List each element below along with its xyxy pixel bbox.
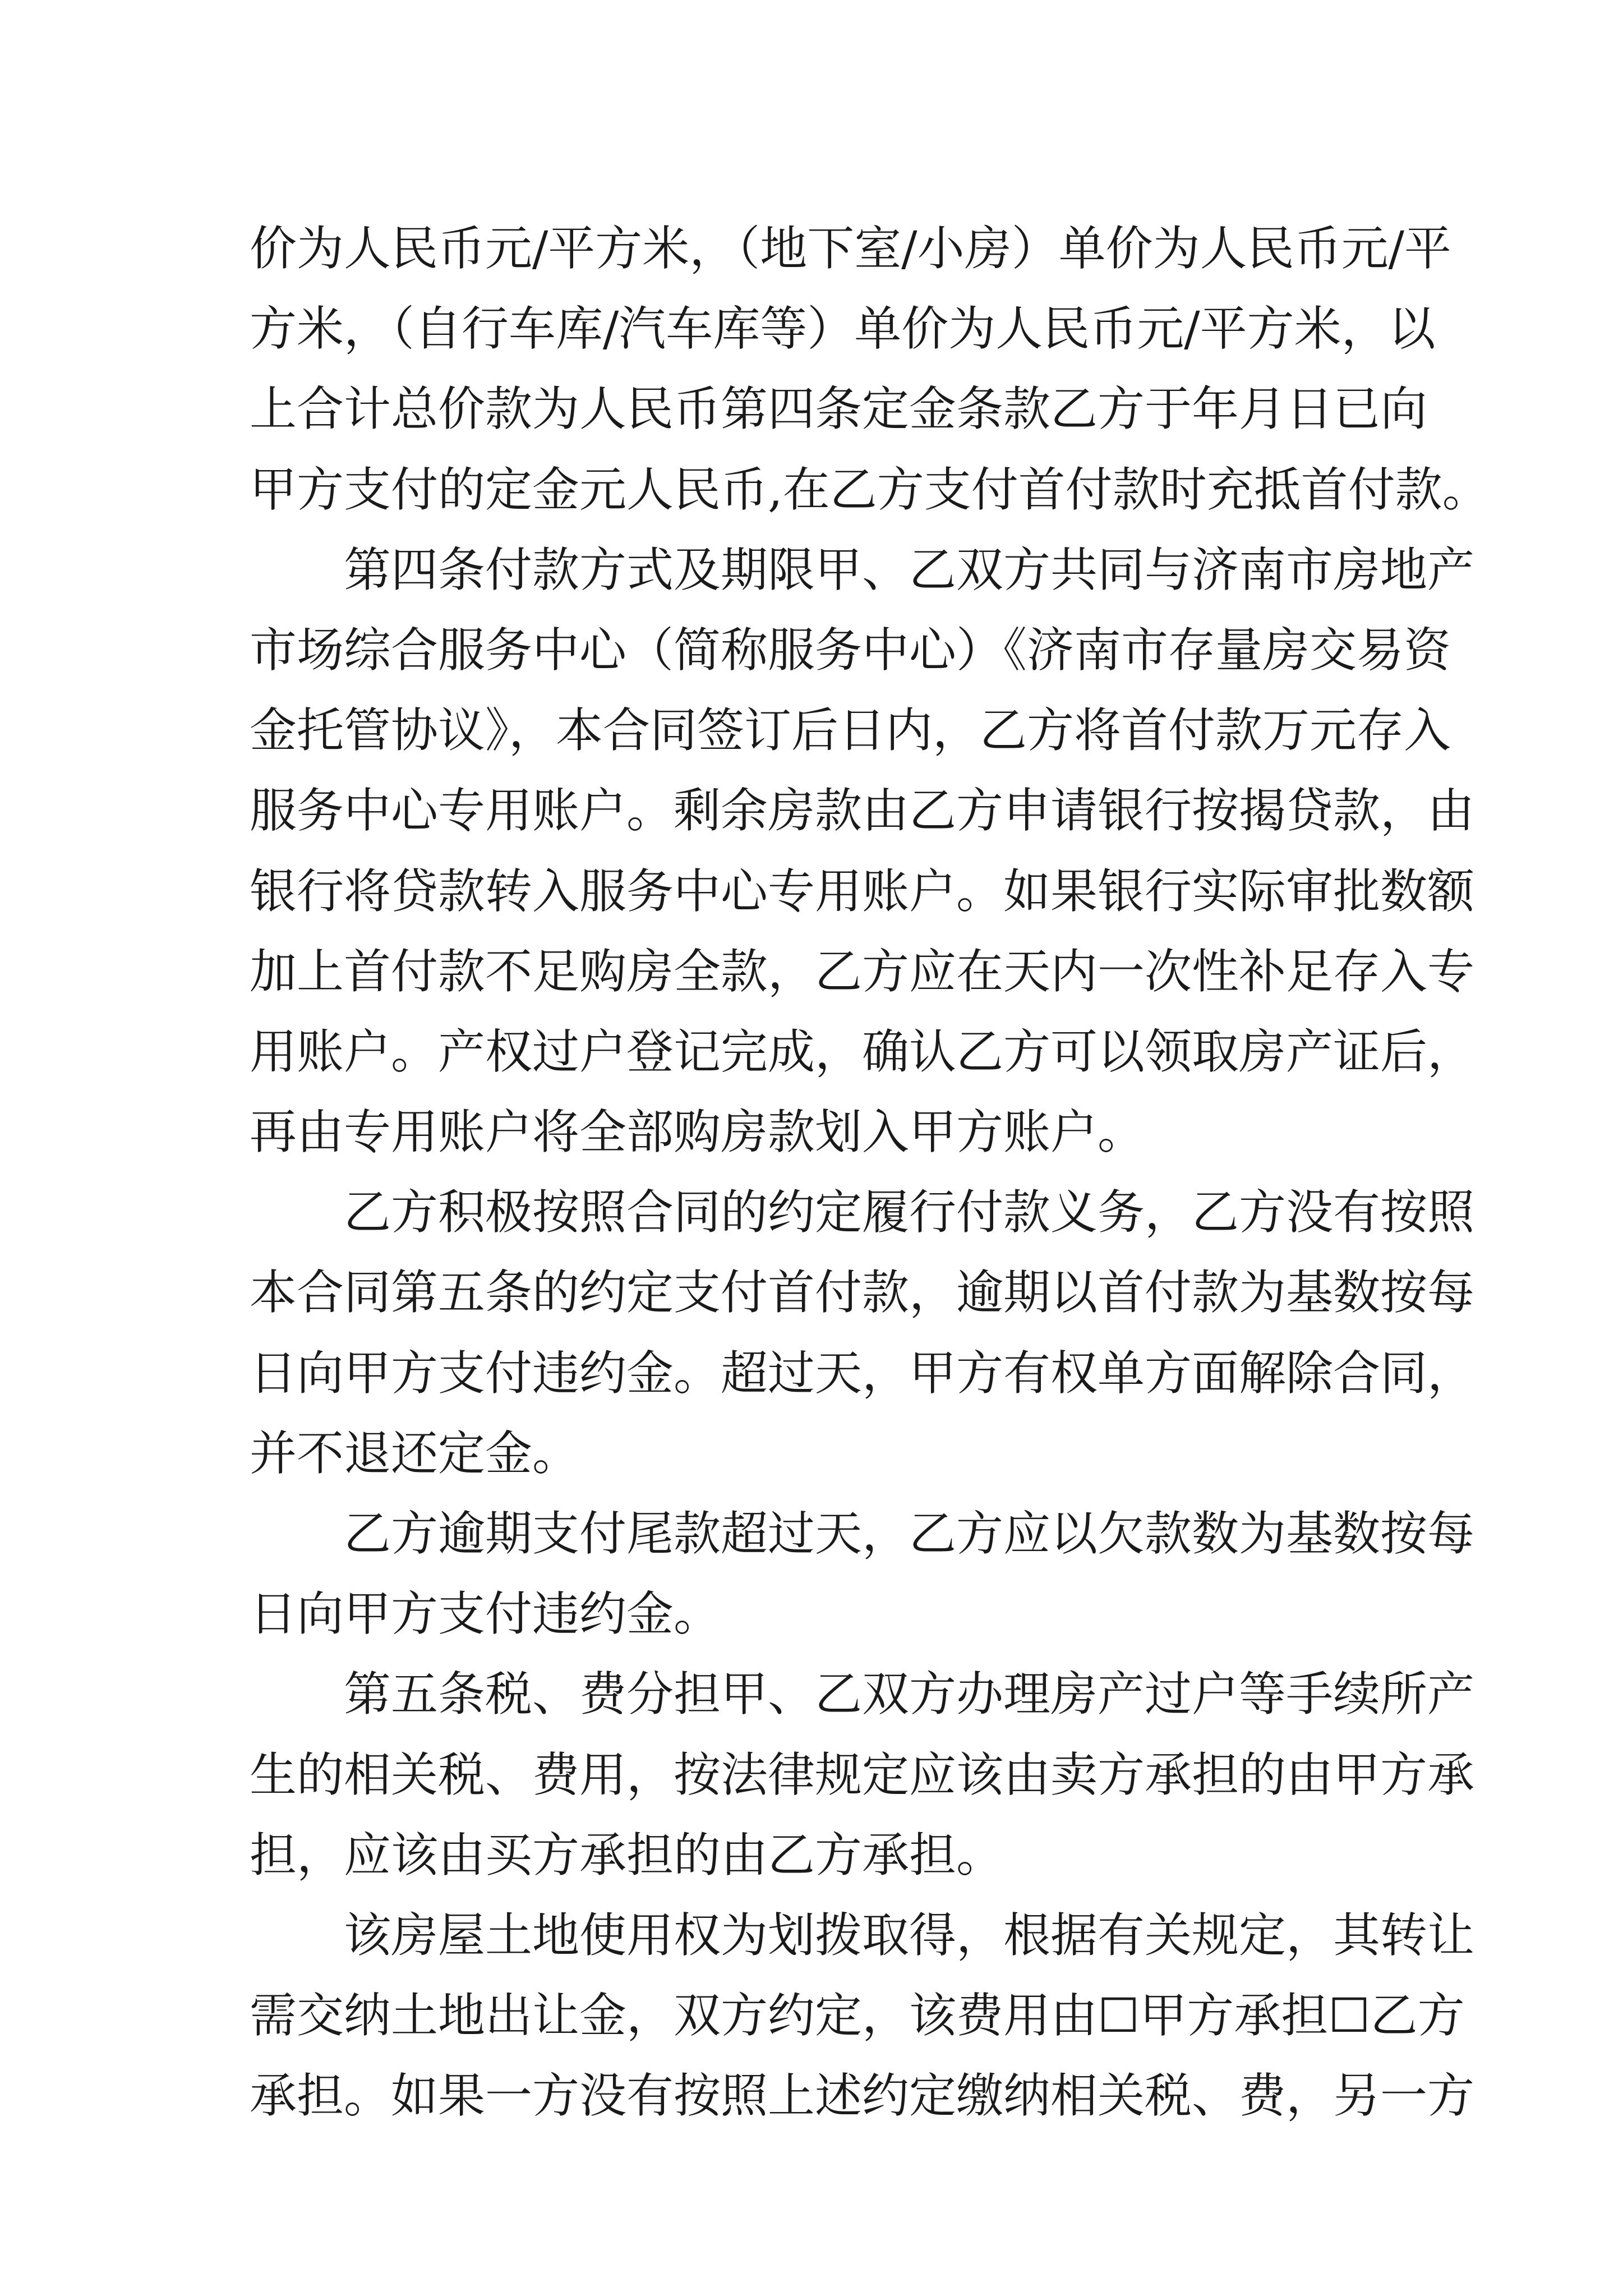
- text-line: 本合同第五条的约定支付首付款，逾期以首付款为基数按每: [250, 1265, 1475, 1320]
- text-line: 担，应该由买方承担的由乙方承担。: [250, 1827, 1004, 1883]
- text-line: 第四条付款方式及期限甲、乙双方共同与济南市房地产: [344, 542, 1475, 597]
- text-line: 价为人民币元/平方米，（地下室/小房）单价为人民币元/平: [250, 221, 1451, 276]
- text-line: 该房屋土地使用权为划拨取得，根据有关规定，其转让: [344, 1907, 1475, 1963]
- text-line: 乙方逾期支付尾款超过天，乙方应以欠款数为基数按每: [344, 1506, 1475, 1561]
- text-line: 乙方积极按照合同的约定履行付款义务，乙方没有按照: [344, 1185, 1475, 1240]
- text-line: 第五条税、费分担甲、乙双方办理房产过户等手续所产: [344, 1667, 1475, 1722]
- text-line: 需交纳土地出让金，双方约定，该费用由☐甲方承担☐乙方: [250, 1988, 1465, 2044]
- contract-body-text: [250, 209, 1490, 2137]
- text-line: 并不退还定金。: [250, 1425, 580, 1481]
- text-line: 甲方支付的定金元人民币,在乙方支付首付款时充抵首付款。: [250, 462, 1490, 517]
- text-line: 生的相关税、费用，按法律规定应该由卖方承担的由甲方承: [250, 1747, 1475, 1802]
- text-line: 日向甲方支付违约金。超过天，甲方有权单方面解除合同，: [250, 1345, 1475, 1401]
- text-line: 金托管协议》，本合同签订后日内，乙方将首付款万元存入: [250, 703, 1451, 758]
- text-line: 上合计总价款为人民币第四条定金条款乙方于年月日已向: [250, 381, 1428, 437]
- text-line: 市场综合服务中心（简称服务中心）《济南市存量房交易资: [250, 622, 1451, 678]
- text-line: 方米，（自行车库/汽车库等）单价为人民币元/平方米，以: [250, 301, 1436, 357]
- text-line: 用账户。产权过户登记完成，确认乙方可以领取房产证后，: [250, 1024, 1475, 1079]
- text-line: 承担。如果一方没有按照上述约定缴纳相关税、费，另一方: [250, 2068, 1475, 2124]
- text-line: 日向甲方支付违约金。: [250, 1586, 721, 1642]
- text-line: 加上首付款不足购房全款，乙方应在天内一次性补足存入专: [250, 944, 1475, 999]
- text-line: 服务中心专用账户。剩余房款由乙方申请银行按揭贷款，由: [250, 783, 1475, 839]
- text-line: 银行将贷款转入服务中心专用账户。如果银行实际审批数额: [250, 863, 1475, 919]
- text-line: 再由专用账户将全部购房款划入甲方账户。: [250, 1105, 1145, 1160]
